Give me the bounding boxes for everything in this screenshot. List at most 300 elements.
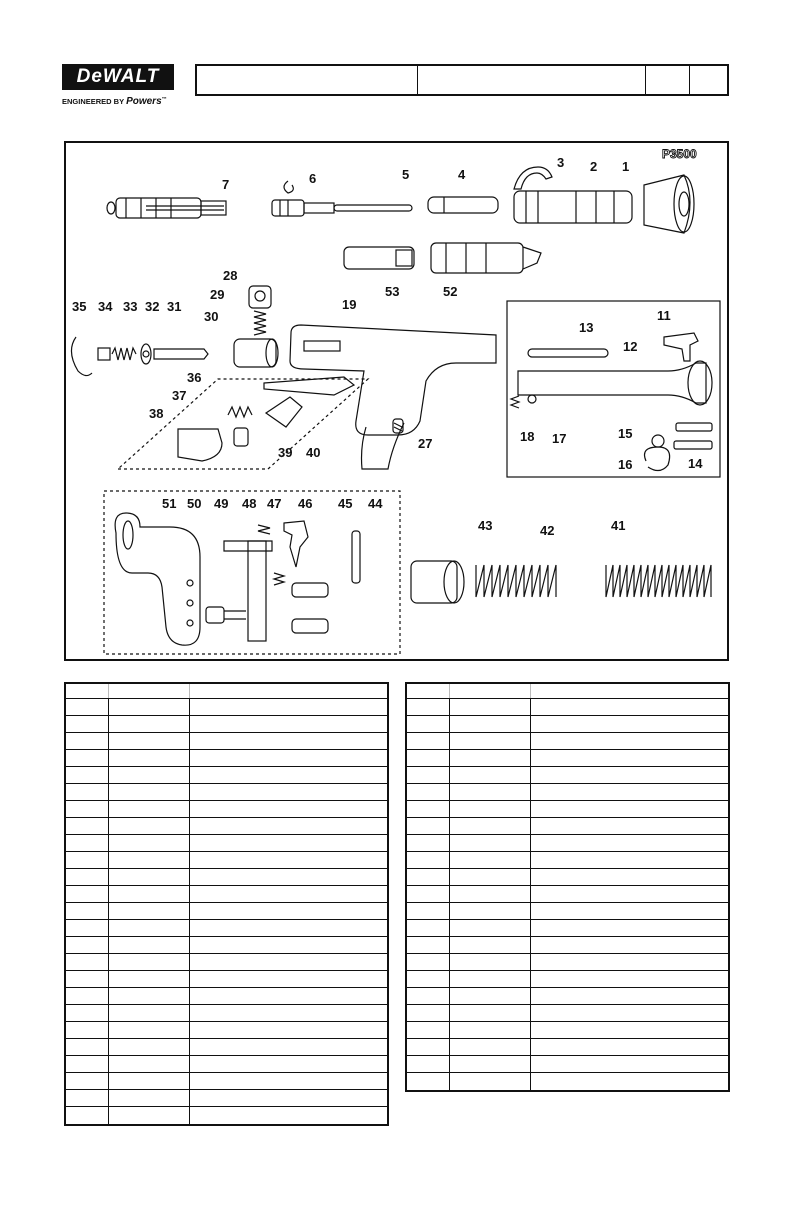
callout-label: 17: [552, 431, 567, 446]
table-header-row: [407, 684, 728, 699]
table-cell: [407, 1022, 450, 1038]
part-40-lever: [266, 397, 302, 427]
callout-label: 36: [187, 370, 202, 385]
table-row: [407, 750, 728, 767]
table-cell: [66, 818, 109, 834]
table-row: [407, 835, 728, 852]
diagram-drawing: [66, 143, 729, 661]
table-cell: [450, 767, 531, 783]
callout-label: 15: [618, 426, 633, 441]
part-32-washer: [141, 344, 151, 364]
table-cell: [531, 920, 728, 936]
table-cell: [109, 699, 190, 715]
table-cell: [407, 684, 450, 698]
table-cell: [109, 733, 190, 749]
part-29-spring: [254, 311, 266, 335]
trigger-group-outline: [118, 379, 368, 469]
part-16-clip: [645, 447, 670, 471]
table-row: [407, 937, 728, 954]
table-row: [66, 869, 387, 886]
callout-label: 1: [622, 159, 630, 174]
table-cell: [450, 818, 531, 834]
part-4-pin: [428, 197, 498, 213]
table-row: [407, 920, 728, 937]
table-row: [407, 886, 728, 903]
callout-label: 6: [309, 171, 317, 186]
callout-label: 41: [611, 518, 626, 533]
table-cell: [109, 971, 190, 987]
callout-label: 29: [210, 287, 225, 302]
part-5-piston: [272, 200, 412, 216]
table-row: [66, 1022, 387, 1039]
table-cell: [450, 1005, 531, 1021]
table-cell: [66, 767, 109, 783]
table-cell: [531, 971, 728, 987]
table-cell: [109, 1090, 190, 1106]
table-row: [407, 903, 728, 920]
table-cell: [531, 869, 728, 885]
table-cell: [109, 1056, 190, 1072]
table-cell: [190, 801, 387, 817]
table-cell: [407, 750, 450, 766]
table-cell: [531, 699, 728, 715]
table-cell: [407, 937, 450, 953]
table-cell: [450, 1039, 531, 1055]
table-row: [407, 716, 728, 733]
table-cell: [109, 684, 190, 698]
part-7-sleeve: [107, 198, 226, 218]
table-cell: [66, 954, 109, 970]
table-cell: [66, 1073, 109, 1089]
callout-label: 49: [214, 496, 229, 511]
table-row: [66, 937, 387, 954]
table-cell: [109, 818, 190, 834]
table-cell: [66, 1039, 109, 1055]
table-cell: [190, 937, 387, 953]
callout-label: 51: [162, 496, 177, 511]
table-row: [407, 818, 728, 835]
table-row: [407, 733, 728, 750]
table-cell: [190, 733, 387, 749]
part-50-screw: [206, 607, 246, 623]
table-cell: [450, 937, 531, 953]
table-cell: [407, 852, 450, 868]
part-46-trigger: [284, 521, 308, 567]
callout-label: 7: [222, 177, 230, 192]
part-3-clip: [514, 167, 552, 189]
table-cell: [190, 1022, 387, 1038]
part-41-spring: [606, 565, 711, 597]
callout-label: 28: [223, 268, 238, 283]
table-cell: [190, 1073, 387, 1089]
table-cell: [66, 1090, 109, 1106]
table-cell: [190, 1039, 387, 1055]
part-48-spring: [258, 525, 270, 534]
table-cell: [190, 767, 387, 783]
table-cell: [66, 852, 109, 868]
table-cell: [66, 1056, 109, 1072]
part-15-ball: [652, 435, 664, 447]
table-row: [66, 988, 387, 1005]
table-cell: [407, 733, 450, 749]
parts-table-left: [64, 682, 389, 1126]
table-row: [407, 1005, 728, 1022]
table-cell: [531, 903, 728, 919]
table-cell: [66, 869, 109, 885]
part-37-spring: [228, 407, 252, 417]
callout-label: 30: [204, 309, 219, 324]
part-11-latch: [664, 333, 698, 361]
table-row: [66, 733, 387, 750]
table-cell: [450, 801, 531, 817]
callout-label: 48: [242, 496, 257, 511]
callout-label: 12: [623, 339, 638, 354]
part-39-pin: [234, 428, 248, 446]
table-row: [407, 852, 728, 869]
table-cell: [190, 852, 387, 868]
header-info-box: [195, 64, 729, 96]
callout-label: 52: [443, 284, 458, 299]
table-row: [407, 971, 728, 988]
callout-label: 40: [306, 445, 321, 460]
table-cell: [66, 886, 109, 902]
table-cell: [190, 784, 387, 800]
table-row: [66, 1005, 387, 1022]
table-cell: [109, 1073, 190, 1089]
logo-wordmark: DeWALT: [62, 64, 174, 90]
table-cell: [450, 784, 531, 800]
table-cell: [531, 1039, 728, 1055]
callout-label: 37: [172, 388, 187, 403]
part-14-screws: [674, 423, 712, 449]
table-cell: [531, 750, 728, 766]
table-cell: [66, 937, 109, 953]
part-45-screws: [292, 583, 328, 633]
table-row: [66, 1073, 387, 1090]
callout-label: 3: [557, 155, 565, 170]
table-cell: [450, 886, 531, 902]
table-header-row: [66, 684, 387, 699]
table-cell: [531, 954, 728, 970]
table-cell: [450, 699, 531, 715]
table-cell: [407, 869, 450, 885]
table-cell: [190, 886, 387, 902]
table-cell: [66, 971, 109, 987]
table-cell: [190, 1005, 387, 1021]
table-cell: [109, 801, 190, 817]
callout-label: 2: [590, 159, 598, 174]
callout-label: 38: [149, 406, 164, 421]
callout-label: 31: [167, 299, 182, 314]
callout-label: 11: [657, 308, 671, 323]
table-cell: [190, 818, 387, 834]
table-cell: [407, 920, 450, 936]
table-cell: [109, 954, 190, 970]
table-row: [66, 835, 387, 852]
table-cell: [109, 869, 190, 885]
table-cell: [190, 699, 387, 715]
table-cell: [407, 988, 450, 1004]
table-row: [407, 767, 728, 784]
table-row: [66, 920, 387, 937]
model-number: P3500: [662, 147, 697, 161]
table-cell: [450, 971, 531, 987]
table-cell: [190, 988, 387, 1004]
callout-label: 27: [418, 436, 433, 451]
table-cell: [531, 767, 728, 783]
table-cell: [531, 716, 728, 732]
table-cell: [66, 716, 109, 732]
table-cell: [531, 1056, 728, 1072]
table-cell: [407, 818, 450, 834]
parts-table-right: [405, 682, 730, 1092]
part-49-plate: [224, 541, 272, 641]
table-cell: [66, 988, 109, 1004]
callout-label: 13: [579, 320, 594, 335]
table-cell: [109, 886, 190, 902]
table-cell: [531, 784, 728, 800]
part-30-bushing: [234, 339, 278, 367]
table-cell: [531, 937, 728, 953]
table-cell: [531, 818, 728, 834]
table-cell: [450, 903, 531, 919]
part-6-ring: [284, 181, 293, 193]
part-13-rod: [528, 349, 608, 357]
table-cell: [109, 988, 190, 1004]
table-row: [407, 954, 728, 971]
table-row: [407, 784, 728, 801]
table-cell: [531, 1073, 728, 1090]
table-cell: [407, 767, 450, 783]
table-cell: [190, 971, 387, 987]
part-52-nosepiece: [431, 243, 541, 273]
table-cell: [66, 784, 109, 800]
table-cell: [109, 784, 190, 800]
table-cell: [109, 767, 190, 783]
table-row: [66, 1056, 387, 1073]
table-cell: [109, 937, 190, 953]
logo-tagline: ENGINEERED BY Powers™: [62, 96, 167, 107]
part-38-trigger: [178, 429, 222, 461]
table-cell: [66, 903, 109, 919]
table-cell: [109, 920, 190, 936]
table-cell: [450, 869, 531, 885]
table-cell: [66, 801, 109, 817]
part-42-spring: [476, 565, 556, 597]
table-cell: [531, 1022, 728, 1038]
table-cell: [450, 684, 531, 698]
table-cell: [531, 801, 728, 817]
table-cell: [407, 699, 450, 715]
part-12-magazine: [518, 361, 712, 405]
callout-label: 19: [342, 297, 357, 312]
table-cell: [450, 988, 531, 1004]
table-cell: [66, 750, 109, 766]
header-cell: [646, 66, 690, 94]
part-44-pin: [352, 531, 360, 583]
table-row: [66, 1039, 387, 1056]
part-27-screw: [393, 419, 403, 433]
callout-label: 5: [402, 167, 410, 182]
table-cell: [531, 886, 728, 902]
part-35-ring: [71, 337, 92, 376]
callout-label: 50: [187, 496, 202, 511]
table-row: [66, 801, 387, 818]
table-cell: [407, 784, 450, 800]
table-cell: [190, 1090, 387, 1106]
callout-label: 32: [145, 299, 160, 314]
table-cell: [66, 835, 109, 851]
table-cell: [407, 903, 450, 919]
table-cell: [407, 1056, 450, 1072]
table-cell: [190, 920, 387, 936]
table-cell: [407, 971, 450, 987]
table-cell: [109, 1022, 190, 1038]
table-row: [66, 886, 387, 903]
callout-label: 44: [368, 496, 383, 511]
table-cell: [109, 1039, 190, 1055]
callout-label: 43: [478, 518, 493, 533]
table-row: [66, 1090, 387, 1107]
table-row: [66, 903, 387, 920]
table-cell: [450, 750, 531, 766]
part-34-nut: [98, 348, 110, 360]
table-cell: [531, 733, 728, 749]
callout-label: 18: [520, 429, 535, 444]
callout-label: 39: [278, 445, 293, 460]
table-row: [66, 767, 387, 784]
table-cell: [190, 750, 387, 766]
table-cell: [450, 852, 531, 868]
table-cell: [407, 801, 450, 817]
table-cell: [190, 684, 387, 698]
callout-label: 33: [123, 299, 138, 314]
table-cell: [407, 716, 450, 732]
table-cell: [66, 699, 109, 715]
table-cell: [531, 835, 728, 851]
table-row: [407, 988, 728, 1005]
callout-label: 35: [72, 299, 87, 314]
table-cell: [450, 1022, 531, 1038]
table-row: [407, 869, 728, 886]
table-cell: [109, 1107, 190, 1124]
table-row: [407, 1073, 728, 1090]
table-row: [66, 699, 387, 716]
table-cell: [450, 1056, 531, 1072]
callout-label: 53: [385, 284, 400, 299]
table-row: [66, 971, 387, 988]
table-cell: [531, 684, 728, 698]
table-cell: [190, 954, 387, 970]
part-1-cap: [644, 175, 694, 233]
table-cell: [407, 1039, 450, 1055]
table-cell: [450, 716, 531, 732]
part-31-rod: [154, 349, 208, 359]
table-cell: [407, 1005, 450, 1021]
part-47-spring: [274, 573, 284, 585]
header-cell: [690, 66, 727, 94]
table-cell: [66, 684, 109, 698]
table-cell: [190, 903, 387, 919]
table-row: [66, 852, 387, 869]
table-cell: [66, 1107, 109, 1124]
table-cell: [450, 920, 531, 936]
part-2-barrel: [514, 191, 632, 223]
part-53-guide: [344, 247, 414, 269]
table-cell: [407, 886, 450, 902]
table-cell: [407, 954, 450, 970]
table-cell: [66, 920, 109, 936]
table-cell: [190, 1107, 387, 1124]
table-cell: [407, 835, 450, 851]
callout-label: 46: [298, 496, 313, 511]
table-cell: [109, 750, 190, 766]
callout-label: 45: [338, 496, 353, 511]
exploded-parts-diagram: [64, 141, 729, 661]
callout-label: 47: [267, 496, 282, 511]
table-cell: [450, 835, 531, 851]
table-row: [66, 818, 387, 835]
header-cell: [197, 66, 418, 94]
table-cell: [190, 716, 387, 732]
part-36-sear: [264, 377, 354, 395]
callout-label: 14: [688, 456, 703, 471]
table-cell: [190, 835, 387, 851]
table-cell: [407, 1073, 450, 1090]
part-17-ball: [528, 395, 536, 403]
part-28-knob: [249, 286, 271, 308]
part-33-spring: [112, 348, 136, 360]
table-row: [66, 750, 387, 767]
table-cell: [531, 852, 728, 868]
callout-label: 4: [458, 167, 466, 182]
part-51-grip: [115, 513, 200, 645]
dewalt-logo: [62, 64, 174, 107]
table-cell: [66, 1005, 109, 1021]
table-cell: [450, 954, 531, 970]
callout-label: 16: [618, 457, 633, 472]
part-43-bushing: [411, 561, 464, 603]
table-cell: [109, 903, 190, 919]
table-row: [66, 1107, 387, 1124]
part-18-spring: [511, 396, 519, 408]
table-cell: [109, 716, 190, 732]
table-cell: [531, 1005, 728, 1021]
table-row: [407, 801, 728, 818]
table-cell: [66, 733, 109, 749]
callout-label: 42: [540, 523, 555, 538]
table-row: [407, 1056, 728, 1073]
table-row: [407, 699, 728, 716]
table-cell: [190, 1056, 387, 1072]
table-row: [66, 954, 387, 971]
table-cell: [109, 1005, 190, 1021]
table-cell: [531, 988, 728, 1004]
table-cell: [66, 1022, 109, 1038]
header-cell: [418, 66, 646, 94]
table-cell: [450, 1073, 531, 1090]
table-row: [407, 1022, 728, 1039]
table-row: [66, 784, 387, 801]
table-cell: [109, 835, 190, 851]
table-row: [407, 1039, 728, 1056]
table-cell: [190, 869, 387, 885]
table-row: [66, 716, 387, 733]
table-cell: [109, 852, 190, 868]
part-19-housing: [290, 325, 496, 469]
table-cell: [450, 733, 531, 749]
callout-label: 34: [98, 299, 113, 314]
